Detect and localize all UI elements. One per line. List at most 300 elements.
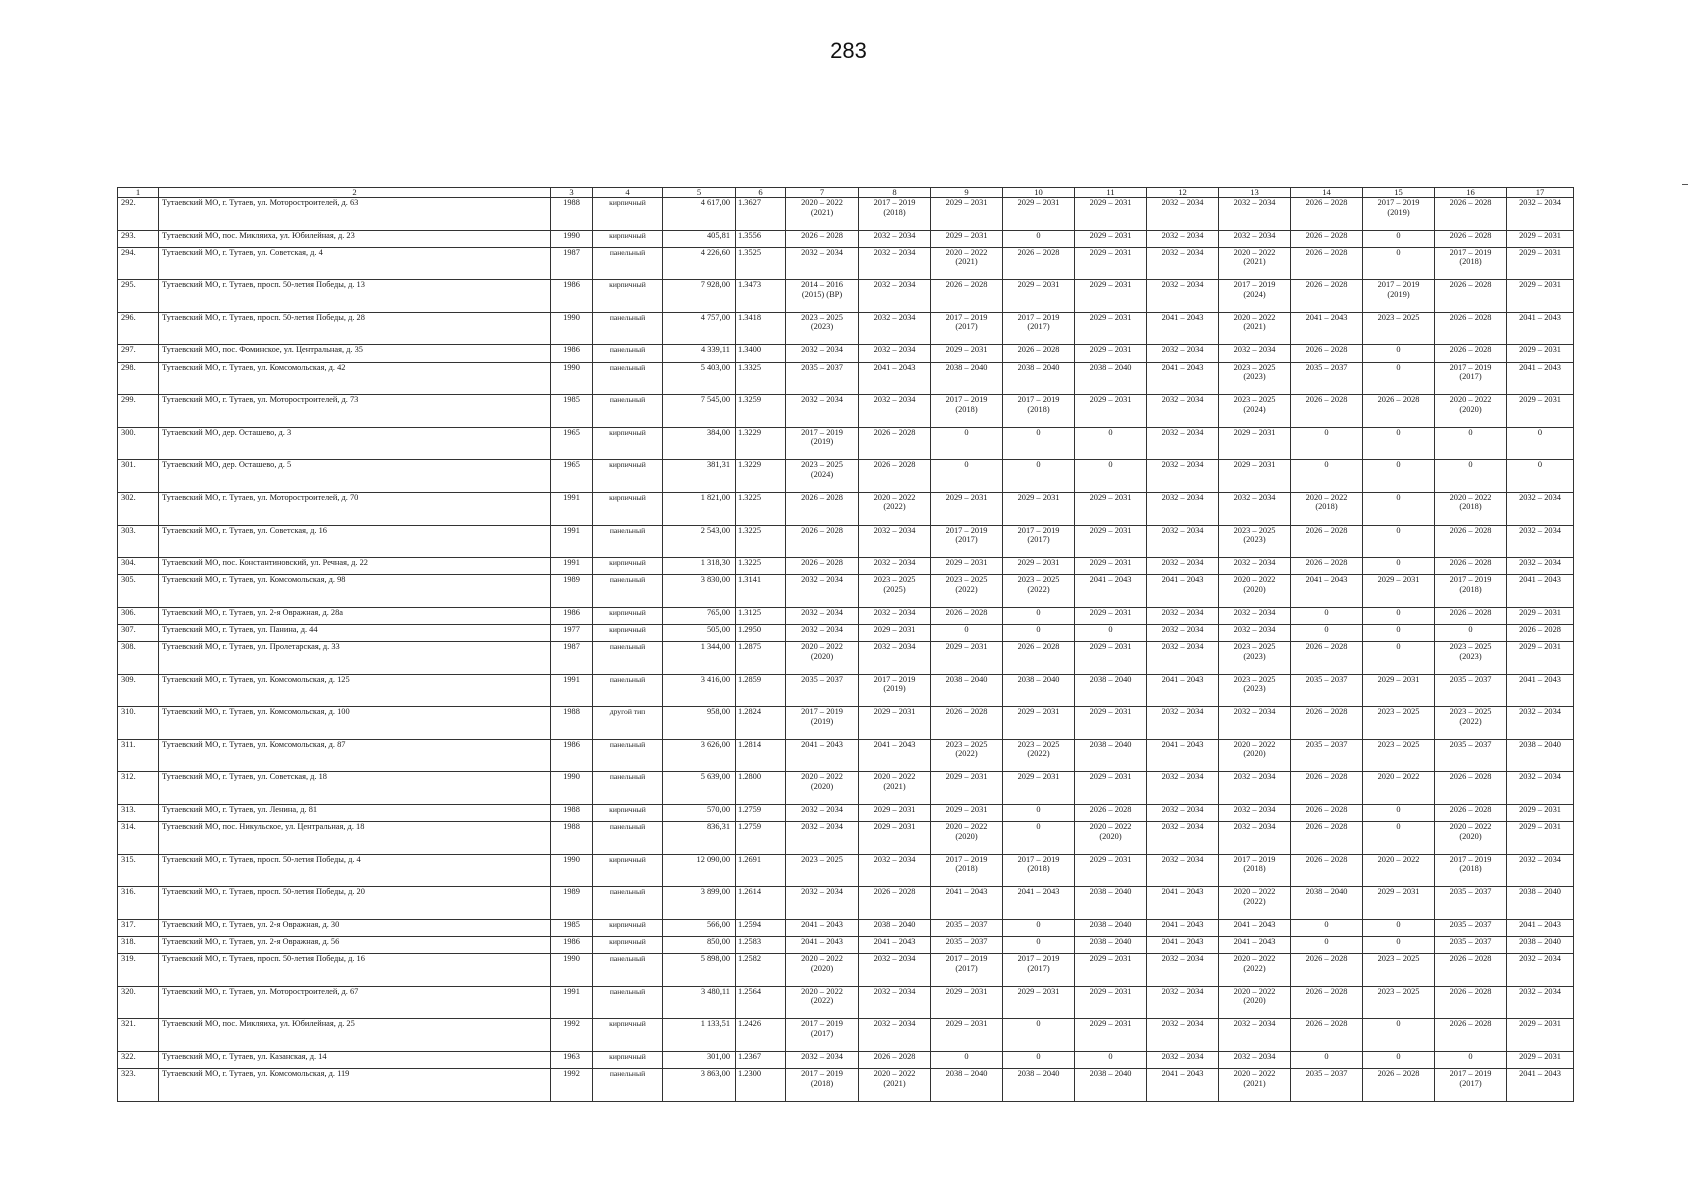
period-12-cell bbox=[1147, 772, 1219, 805]
period-7-cell bbox=[786, 822, 859, 855]
period-7-text: 2020 – 2022 (2021) bbox=[801, 198, 843, 217]
period-13-text: 2020 – 2022 (2021) bbox=[1233, 1069, 1276, 1088]
period-14-text: 0 bbox=[1324, 937, 1329, 947]
period-15-text: 0 bbox=[1396, 525, 1401, 535]
area-cell bbox=[663, 674, 736, 707]
address-text: Тутаевский МО, г. Тутаев, просп. 50-летия Победы, д. 4 bbox=[162, 854, 361, 864]
period-10-cell bbox=[1003, 525, 1075, 558]
period-16-text: 2026 – 2028 bbox=[1449, 805, 1492, 815]
priority-index-text: 1.3473 bbox=[738, 280, 762, 290]
address-cell bbox=[159, 607, 551, 624]
row-number-text: 315. bbox=[121, 854, 136, 864]
wall-material-text: панельный bbox=[609, 954, 646, 964]
period-10-cell bbox=[1003, 575, 1075, 608]
address-text: Тутаевский МО, г. Тутаев, ул. Моторостроителей, д. 67 bbox=[162, 986, 359, 996]
period-14-cell bbox=[1291, 492, 1363, 525]
wall-material-text: кирпичный bbox=[609, 1051, 646, 1061]
row-number-cell bbox=[118, 312, 159, 345]
period-8-cell bbox=[859, 280, 931, 313]
period-14-cell bbox=[1291, 919, 1363, 936]
period-8-cell bbox=[859, 427, 931, 460]
period-16-cell bbox=[1435, 739, 1507, 772]
period-17-cell bbox=[1507, 1069, 1574, 1102]
priority-index-text: 1.2875 bbox=[738, 642, 762, 652]
period-15-text: 0 bbox=[1396, 937, 1401, 947]
row-number-cell bbox=[118, 345, 159, 362]
period-15-cell bbox=[1363, 624, 1435, 641]
period-17-text: 2041 – 2043 bbox=[1519, 312, 1561, 322]
period-16-text: 0 bbox=[1468, 624, 1473, 634]
period-17-cell bbox=[1507, 558, 1574, 575]
year-built-text: 1986 bbox=[563, 937, 580, 947]
period-13-text: 2032 – 2034 bbox=[1233, 230, 1276, 240]
table-row bbox=[118, 247, 1574, 280]
address-cell bbox=[159, 674, 551, 707]
period-15-text: 0 bbox=[1396, 230, 1401, 240]
period-12-text: 2032 – 2034 bbox=[1161, 822, 1204, 832]
address-cell bbox=[159, 707, 551, 740]
period-11-text: 2038 – 2040 bbox=[1089, 1069, 1132, 1079]
period-10-text: 2023 – 2025 (2022) bbox=[1017, 739, 1060, 759]
area-text: 4 757,00 bbox=[700, 312, 730, 322]
area-cell bbox=[663, 230, 736, 247]
period-12-text: 2041 – 2043 bbox=[1161, 919, 1204, 929]
period-7-cell bbox=[786, 575, 859, 608]
period-14-text: 0 bbox=[1324, 624, 1329, 634]
table-row bbox=[118, 492, 1574, 525]
wall-material-text: панельный bbox=[609, 362, 646, 372]
wall-material-cell bbox=[593, 558, 663, 575]
period-7-cell bbox=[786, 230, 859, 247]
period-11-cell bbox=[1075, 642, 1147, 675]
period-8-text: 2032 – 2034 bbox=[873, 986, 916, 996]
priority-index-cell bbox=[736, 822, 786, 855]
period-17-text: 2041 – 2043 bbox=[1519, 362, 1561, 372]
priority-index-cell bbox=[736, 887, 786, 920]
period-8-text: 2032 – 2034 bbox=[873, 558, 916, 568]
period-7-text: 2032 – 2034 bbox=[801, 1051, 843, 1061]
priority-index-cell bbox=[736, 395, 786, 428]
period-17-cell bbox=[1507, 772, 1574, 805]
period-15-text: 0 bbox=[1396, 362, 1401, 372]
period-17-text: 2029 – 2031 bbox=[1519, 247, 1561, 257]
period-8-cell bbox=[859, 312, 931, 345]
period-13-text: 2020 – 2022 (2021) bbox=[1233, 312, 1276, 332]
area-text: 5 403,00 bbox=[700, 362, 730, 372]
period-7-text: 2026 – 2028 bbox=[801, 492, 843, 502]
period-9-text: 0 bbox=[964, 427, 969, 437]
period-11-cell bbox=[1075, 1019, 1147, 1052]
period-11-cell bbox=[1075, 230, 1147, 247]
period-7-text: 2041 – 2043 bbox=[801, 739, 843, 749]
period-12-text: 2032 – 2034 bbox=[1161, 230, 1204, 240]
period-13-text: 2032 – 2034 bbox=[1233, 772, 1276, 782]
year-built-cell bbox=[551, 312, 593, 345]
year-built-cell bbox=[551, 460, 593, 493]
table-row bbox=[118, 772, 1574, 805]
period-8-cell bbox=[859, 247, 931, 280]
area-cell bbox=[663, 345, 736, 362]
period-15-text: 2023 – 2025 bbox=[1377, 954, 1420, 964]
period-13-cell bbox=[1219, 937, 1291, 954]
address-cell bbox=[159, 919, 551, 936]
period-11-text: 2029 – 2031 bbox=[1089, 558, 1132, 568]
period-8-cell bbox=[859, 575, 931, 608]
period-15-text: 0 bbox=[1396, 427, 1401, 437]
period-15-cell bbox=[1363, 954, 1435, 987]
period-9-text: 2029 – 2031 bbox=[945, 772, 988, 782]
period-15-cell bbox=[1363, 230, 1435, 247]
priority-index-text: 1.2814 bbox=[738, 739, 762, 749]
period-13-cell bbox=[1219, 460, 1291, 493]
row-number-text: 321. bbox=[121, 1019, 136, 1029]
period-10-cell bbox=[1003, 198, 1075, 231]
period-10-text: 2029 – 2031 bbox=[1017, 707, 1060, 717]
address-cell bbox=[159, 986, 551, 1019]
wall-material-cell bbox=[593, 230, 663, 247]
period-16-cell bbox=[1435, 280, 1507, 313]
priority-index-text: 1.3259 bbox=[738, 395, 762, 405]
period-12-text: 2032 – 2034 bbox=[1161, 492, 1204, 502]
period-10-cell bbox=[1003, 739, 1075, 772]
period-17-cell bbox=[1507, 230, 1574, 247]
column-number-cell: 16 bbox=[1435, 188, 1507, 198]
address-text: Тутаевский МО, пос. Фоминское, ул. Центральная, д. 35 bbox=[162, 345, 363, 355]
wall-material-text: кирпичный bbox=[609, 1019, 646, 1029]
period-16-text: 2020 – 2022 (2020) bbox=[1449, 822, 1492, 841]
period-16-cell bbox=[1435, 492, 1507, 525]
period-13-text: 2020 – 2022 (2020) bbox=[1233, 739, 1276, 759]
period-10-text: 2029 – 2031 bbox=[1017, 558, 1060, 568]
period-11-text: 2029 – 2031 bbox=[1089, 198, 1132, 207]
period-7-cell bbox=[786, 937, 859, 954]
row-number-cell bbox=[118, 230, 159, 247]
year-built-text: 1965 bbox=[563, 427, 580, 437]
column-number-cell: 3 bbox=[551, 188, 593, 198]
period-17-text: 2029 – 2031 bbox=[1519, 280, 1561, 290]
period-8-cell bbox=[859, 1019, 931, 1052]
period-17-text: 2041 – 2043 bbox=[1519, 919, 1561, 929]
period-7-text: 2017 – 2019 (2017) bbox=[801, 1019, 843, 1038]
period-17-cell bbox=[1507, 642, 1574, 675]
period-7-text: 2032 – 2034 bbox=[801, 575, 843, 585]
period-11-cell bbox=[1075, 919, 1147, 936]
row-number-cell bbox=[118, 1019, 159, 1052]
year-built-cell bbox=[551, 575, 593, 608]
period-17-cell bbox=[1507, 345, 1574, 362]
period-15-text: 0 bbox=[1396, 919, 1401, 929]
period-16-cell bbox=[1435, 954, 1507, 987]
period-9-text: 2020 – 2022 (2021) bbox=[945, 247, 988, 267]
row-number-cell bbox=[118, 624, 159, 641]
period-16-cell bbox=[1435, 1051, 1507, 1068]
period-7-text: 2017 – 2019 (2019) bbox=[801, 707, 843, 726]
period-8-cell bbox=[859, 739, 931, 772]
period-9-cell bbox=[931, 312, 1003, 345]
period-17-cell bbox=[1507, 919, 1574, 936]
period-13-text: 2041 – 2043 bbox=[1233, 937, 1276, 947]
period-13-text: 2041 – 2043 bbox=[1233, 919, 1276, 929]
row-number-text: 316. bbox=[121, 887, 136, 897]
period-9-text: 2029 – 2031 bbox=[945, 492, 988, 502]
priority-index-text: 1.3229 bbox=[738, 427, 762, 437]
period-11-cell bbox=[1075, 986, 1147, 1019]
area-cell bbox=[663, 854, 736, 887]
row-number-text: 314. bbox=[121, 822, 136, 832]
priority-index-cell bbox=[736, 854, 786, 887]
period-8-cell bbox=[859, 707, 931, 740]
area-text: 2 543,00 bbox=[700, 525, 730, 535]
period-10-text: 2017 – 2019 (2018) bbox=[1017, 395, 1060, 414]
period-13-cell bbox=[1219, 887, 1291, 920]
address-cell bbox=[159, 739, 551, 772]
period-9-text: 2026 – 2028 bbox=[945, 707, 988, 717]
area-cell bbox=[663, 986, 736, 1019]
area-cell bbox=[663, 558, 736, 575]
period-16-text: 2023 – 2025 (2022) bbox=[1449, 707, 1492, 726]
year-built-text: 1987 bbox=[563, 642, 580, 652]
period-12-cell bbox=[1147, 345, 1219, 362]
period-9-text: 2029 – 2031 bbox=[945, 558, 988, 568]
period-8-text: 2032 – 2034 bbox=[873, 395, 916, 405]
period-9-cell bbox=[931, 674, 1003, 707]
period-8-text: 2029 – 2031 bbox=[873, 624, 916, 634]
area-cell bbox=[663, 954, 736, 987]
period-9-text: 2041 – 2043 bbox=[945, 887, 988, 897]
period-7-cell bbox=[786, 642, 859, 675]
priority-index-text: 1.2367 bbox=[738, 1051, 762, 1061]
period-9-cell bbox=[931, 460, 1003, 493]
period-12-cell bbox=[1147, 427, 1219, 460]
column-number-cell: 1 bbox=[118, 188, 159, 198]
priority-index-cell bbox=[736, 492, 786, 525]
table-row bbox=[118, 986, 1574, 1019]
period-14-cell bbox=[1291, 575, 1363, 608]
area-cell bbox=[663, 805, 736, 822]
address-text: Тутаевский МО, г. Тутаев, просп. 50-летия Победы, д. 16 bbox=[162, 954, 365, 964]
period-8-text: 2038 – 2040 bbox=[873, 919, 916, 929]
priority-index-cell bbox=[736, 739, 786, 772]
area-cell bbox=[663, 624, 736, 641]
period-15-text: 2017 – 2019 (2019) bbox=[1377, 198, 1420, 217]
period-11-cell bbox=[1075, 362, 1147, 395]
period-7-cell bbox=[786, 739, 859, 772]
period-10-text: 2023 – 2025 (2022) bbox=[1017, 575, 1060, 594]
period-11-text: 2038 – 2040 bbox=[1089, 362, 1132, 372]
period-16-text: 2026 – 2028 bbox=[1449, 954, 1492, 964]
period-15-text: 2029 – 2031 bbox=[1377, 575, 1420, 585]
row-number-text: 308. bbox=[121, 642, 136, 652]
year-built-text: 1986 bbox=[563, 739, 580, 749]
period-11-text: 0 bbox=[1108, 624, 1113, 634]
period-8-cell bbox=[859, 822, 931, 855]
period-9-cell bbox=[931, 642, 1003, 675]
address-cell bbox=[159, 937, 551, 954]
priority-index-cell bbox=[736, 986, 786, 1019]
address-text: Тутаевский МО, пос. Никульское, ул. Центральная, д. 18 bbox=[162, 822, 365, 832]
period-16-cell bbox=[1435, 575, 1507, 608]
period-8-text: 2041 – 2043 bbox=[873, 937, 916, 947]
period-13-text: 2032 – 2034 bbox=[1233, 1019, 1276, 1029]
address-cell bbox=[159, 822, 551, 855]
period-17-text: 2038 – 2040 bbox=[1519, 937, 1561, 947]
row-number-cell bbox=[118, 427, 159, 460]
period-17-text: 2032 – 2034 bbox=[1519, 954, 1561, 964]
period-16-text: 2026 – 2028 bbox=[1449, 198, 1492, 207]
period-13-cell bbox=[1219, 247, 1291, 280]
period-11-text: 2038 – 2040 bbox=[1089, 887, 1132, 897]
year-built-cell bbox=[551, 607, 593, 624]
period-15-cell bbox=[1363, 312, 1435, 345]
wall-material-cell bbox=[593, 460, 663, 493]
period-8-text: 2029 – 2031 bbox=[873, 707, 916, 717]
period-12-cell bbox=[1147, 558, 1219, 575]
table-body bbox=[118, 188, 1574, 1102]
period-13-cell bbox=[1219, 558, 1291, 575]
period-9-cell bbox=[931, 395, 1003, 428]
period-11-cell bbox=[1075, 1051, 1147, 1068]
period-17-cell bbox=[1507, 607, 1574, 624]
wall-material-cell bbox=[593, 492, 663, 525]
period-16-text: 2026 – 2028 bbox=[1449, 558, 1492, 568]
period-8-cell bbox=[859, 525, 931, 558]
period-13-text: 2029 – 2031 bbox=[1233, 460, 1276, 470]
period-10-cell bbox=[1003, 1069, 1075, 1102]
row-number-cell bbox=[118, 822, 159, 855]
area-text: 3 830,00 bbox=[700, 575, 730, 585]
period-10-text: 2026 – 2028 bbox=[1017, 642, 1060, 652]
period-8-text: 2032 – 2034 bbox=[873, 230, 916, 240]
period-14-cell bbox=[1291, 1051, 1363, 1068]
wall-material-cell bbox=[593, 854, 663, 887]
wall-material-cell bbox=[593, 919, 663, 936]
column-number-cell: 2 bbox=[159, 188, 551, 198]
period-16-text: 2035 – 2037 bbox=[1449, 919, 1492, 929]
priority-index-cell bbox=[736, 805, 786, 822]
table-row bbox=[118, 854, 1574, 887]
period-16-text: 2017 – 2019 (2018) bbox=[1449, 247, 1492, 267]
period-11-cell bbox=[1075, 854, 1147, 887]
priority-index-cell bbox=[736, 460, 786, 493]
period-12-text: 2032 – 2034 bbox=[1161, 427, 1204, 437]
period-7-text: 2014 – 2016 (2015) (ВР) bbox=[801, 280, 843, 299]
wall-material-text: кирпичный bbox=[609, 937, 646, 947]
period-12-text: 2032 – 2034 bbox=[1161, 772, 1204, 782]
table-row bbox=[118, 525, 1574, 558]
period-7-text: 2023 – 2025 bbox=[801, 854, 843, 864]
period-11-cell bbox=[1075, 607, 1147, 624]
period-11-text: 2029 – 2031 bbox=[1089, 986, 1132, 996]
period-17-text: 2029 – 2031 bbox=[1519, 230, 1561, 240]
period-13-text: 2032 – 2034 bbox=[1233, 822, 1276, 832]
year-built-cell bbox=[551, 395, 593, 428]
address-cell bbox=[159, 362, 551, 395]
period-15-cell bbox=[1363, 1069, 1435, 1102]
priority-index-text: 1.3225 bbox=[738, 558, 762, 568]
period-7-cell bbox=[786, 247, 859, 280]
period-8-cell bbox=[859, 362, 931, 395]
period-13-cell bbox=[1219, 312, 1291, 345]
period-16-cell bbox=[1435, 674, 1507, 707]
period-10-cell bbox=[1003, 312, 1075, 345]
period-12-cell bbox=[1147, 954, 1219, 987]
column-number-cell: 4 bbox=[593, 188, 663, 198]
period-15-text: 2026 – 2028 bbox=[1377, 395, 1420, 405]
wall-material-cell bbox=[593, 362, 663, 395]
period-12-cell bbox=[1147, 525, 1219, 558]
address-cell bbox=[159, 887, 551, 920]
period-9-text: 2029 – 2031 bbox=[945, 986, 988, 996]
row-number-cell bbox=[118, 460, 159, 493]
period-16-text: 2026 – 2028 bbox=[1449, 772, 1492, 782]
year-built-cell bbox=[551, 362, 593, 395]
period-15-cell bbox=[1363, 607, 1435, 624]
row-number-text: 317. bbox=[121, 919, 136, 929]
period-15-cell bbox=[1363, 707, 1435, 740]
address-text: Тутаевский МО, г. Тутаев, ул. Моторостроителей, д. 70 bbox=[162, 492, 359, 502]
year-built-cell bbox=[551, 525, 593, 558]
wall-material-text: кирпичный bbox=[609, 607, 646, 617]
period-16-cell bbox=[1435, 230, 1507, 247]
row-number-text: 310. bbox=[121, 707, 136, 717]
address-cell bbox=[159, 805, 551, 822]
period-9-cell bbox=[931, 772, 1003, 805]
wall-material-text: панельный bbox=[609, 674, 646, 684]
row-number-text: 311. bbox=[121, 739, 136, 749]
period-12-cell bbox=[1147, 1051, 1219, 1068]
period-7-cell bbox=[786, 607, 859, 624]
period-15-cell bbox=[1363, 460, 1435, 493]
period-10-text: 0 bbox=[1036, 460, 1041, 470]
wall-material-cell bbox=[593, 312, 663, 345]
address-text: Тутаевский МО, г. Тутаев, ул. Комсомольская, д. 42 bbox=[162, 362, 346, 372]
period-10-text: 0 bbox=[1036, 1019, 1041, 1029]
wall-material-text: панельный bbox=[609, 575, 646, 585]
period-11-text: 2029 – 2031 bbox=[1089, 607, 1132, 617]
period-10-cell bbox=[1003, 642, 1075, 675]
period-10-text: 2029 – 2031 bbox=[1017, 772, 1060, 782]
period-13-text: 2029 – 2031 bbox=[1233, 427, 1276, 437]
area-text: 7 545,00 bbox=[700, 395, 730, 405]
year-built-cell bbox=[551, 1069, 593, 1102]
row-number-cell bbox=[118, 739, 159, 772]
address-text: Тутаевский МО, г. Тутаев, ул. Советская, д. 4 bbox=[162, 247, 323, 257]
row-number-text: 312. bbox=[121, 772, 136, 782]
period-9-text: 2026 – 2028 bbox=[945, 607, 988, 617]
year-built-cell bbox=[551, 230, 593, 247]
priority-index-text: 1.2800 bbox=[738, 772, 762, 782]
table-row bbox=[118, 887, 1574, 920]
period-14-text: 0 bbox=[1324, 1051, 1329, 1061]
period-9-text: 2029 – 2031 bbox=[945, 198, 988, 207]
period-10-cell bbox=[1003, 707, 1075, 740]
priority-index-text: 1.2950 bbox=[738, 624, 762, 634]
period-15-text: 0 bbox=[1396, 805, 1401, 815]
period-14-text: 2035 – 2037 bbox=[1305, 1069, 1348, 1079]
wall-material-cell bbox=[593, 607, 663, 624]
period-14-text: 2026 – 2028 bbox=[1305, 558, 1348, 568]
column-number-cell: 8 bbox=[859, 188, 931, 198]
period-9-cell bbox=[931, 822, 1003, 855]
address-cell bbox=[159, 198, 551, 231]
period-12-text: 2041 – 2043 bbox=[1161, 1069, 1204, 1079]
period-14-cell bbox=[1291, 739, 1363, 772]
address-cell bbox=[159, 1019, 551, 1052]
period-15-cell bbox=[1363, 280, 1435, 313]
period-14-cell bbox=[1291, 805, 1363, 822]
period-17-text: 2041 – 2043 bbox=[1519, 575, 1561, 585]
wall-material-cell bbox=[593, 822, 663, 855]
